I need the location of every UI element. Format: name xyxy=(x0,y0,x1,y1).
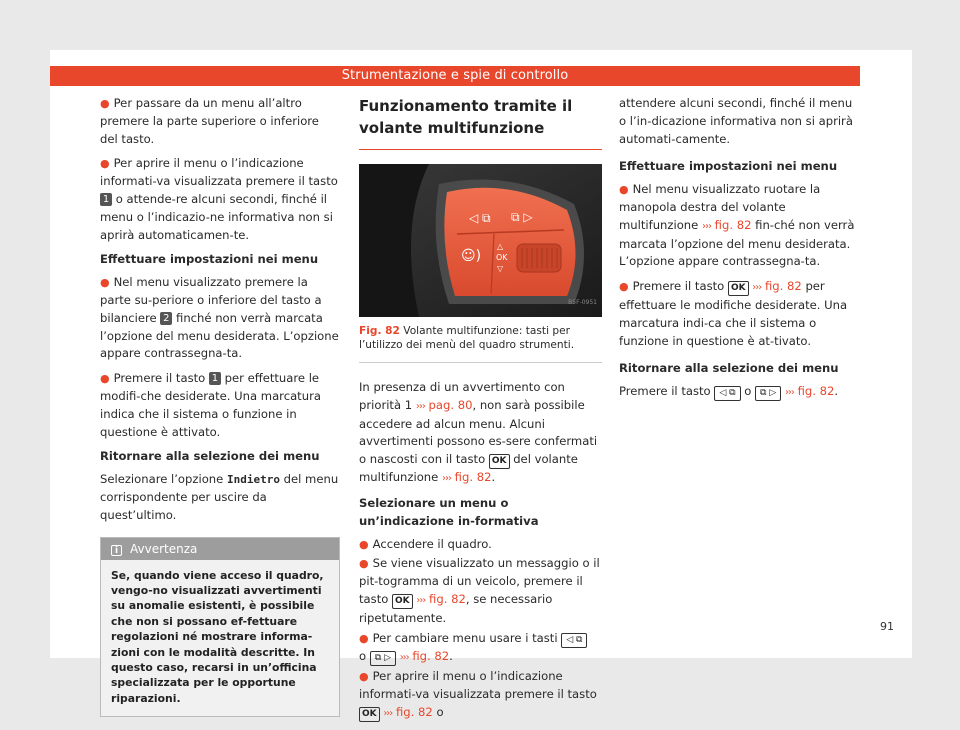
list-item xyxy=(359,555,602,627)
ok-key-icon: OK xyxy=(359,707,380,722)
chevron-icon: ››› xyxy=(784,387,794,399)
bullet-text: fin-ché non verrà marcata l’opzione del menu desiderata. L’opzione appare contrassegna-ta. xyxy=(619,217,855,269)
subheading: Effettuare impostazioni nei menu xyxy=(100,252,319,267)
ok-key-icon: OK xyxy=(489,454,510,469)
paragraph-text: In presenza di un avvertimento con priorità 1 xyxy=(359,380,565,412)
subheading: Ritornare alla selezione dei menu xyxy=(619,361,839,376)
figure-link[interactable]: fig. 82 xyxy=(714,217,752,232)
bullet-icon: ● xyxy=(100,276,110,290)
back-key-icon: ◁ ⧉ xyxy=(714,386,740,401)
list-item xyxy=(100,274,340,363)
paragraph: In presenza di un avvertimento con priorità 1 ››› pag. 80, non sarà possibile accedere ad alcun menu. Alcuni avvertimenti possono es-sere confermati o nascosti con il tasto OK del volante multifunzione ››› fig. 82. xyxy=(359,380,598,485)
callout-number: 1 xyxy=(100,193,112,206)
note-title: Avvertenza xyxy=(130,541,198,556)
bullet-icon: ● xyxy=(100,157,110,171)
subheading: Effettuare impostazioni nei menu xyxy=(619,159,838,174)
bullet-text: o attende-re alcuni secondi, finché il menu o l’indicazio-ne informativa non si aprirà automaticamen-te. xyxy=(100,191,333,242)
svg-text:△: △ xyxy=(497,242,504,251)
info-icon: i xyxy=(111,545,122,556)
paragraph-text: o xyxy=(744,384,752,399)
figure-link[interactable]: fig. 82 xyxy=(764,279,802,294)
bullet-text: per effettuare le modifiche desiderate. Una marcatura indi-ca che il sistema o funzione in questione è at-tivato. xyxy=(619,279,848,348)
bullet-text: Nel menu visualizzato premere la parte su-periore o inferiore del tasto a bilanciere xyxy=(100,275,322,325)
list-item xyxy=(619,181,862,271)
bullet-text: finché non verrà marcata l’opzione del menu desiderata. L’opzione appare contrassegna-ta. xyxy=(100,310,339,361)
figure-link[interactable]: fig. 82 xyxy=(412,648,450,663)
section-header: Strumentazione e spie di controllo xyxy=(50,66,860,86)
bullet-text: Per aprire il menu o l’indicazione informati-va visualizzata premere il tasto xyxy=(100,156,338,189)
bullet-icon: ● xyxy=(359,537,369,551)
bullet-icon: ● xyxy=(359,631,369,645)
bullet-text: Per cambiare menu usare i tasti xyxy=(372,630,558,645)
figure-link[interactable]: fig. 82 xyxy=(396,704,433,719)
paragraph-text: Selezionare l’opzione xyxy=(100,472,224,487)
bullet-icon: ● xyxy=(100,372,110,386)
subheading: Selezionare un menu o un’indicazione in-formativa xyxy=(359,495,539,528)
chevron-icon: ››› xyxy=(441,473,451,485)
bullet-text: per effettuare le modifi-che desiderate. Una marcatura indica che il sistema o funzione in questione è attivato. xyxy=(100,371,321,439)
bullet-icon: ● xyxy=(100,97,110,110)
list-item xyxy=(359,668,602,722)
chevron-icon: ››› xyxy=(415,400,425,412)
note-box xyxy=(100,537,340,718)
ok-key-icon: OK xyxy=(728,281,749,296)
bullet-text: Per aprire il menu o l’indicazione informati-va visualizzata premere il tasto xyxy=(359,669,597,702)
bullet-text: o xyxy=(436,704,444,719)
chevron-icon: ››› xyxy=(752,282,762,294)
steering-wheel-illustration xyxy=(359,164,602,317)
section-title: Funzionamento tramite il volante multifunzione xyxy=(359,95,602,150)
paragraph-text: del volante multifunzione xyxy=(359,452,578,485)
bullet-text: , se necessario ripetutamente. xyxy=(359,591,553,625)
column-left xyxy=(100,95,340,717)
caption-text: Volante multifunzione: tasti per l’utilizzo dei menù del quadro strumenti. xyxy=(359,325,575,351)
subheading: Ritornare alla selezione dei menu xyxy=(100,449,320,464)
paragraph-text: del menu corrispondente per uscire da quest’ultimo. xyxy=(100,472,339,522)
svg-text:◁ ⧉: ◁ ⧉ xyxy=(469,211,491,225)
menu-option-code: Indietro xyxy=(226,473,280,487)
figure-link[interactable]: fig. 82 xyxy=(454,470,492,485)
ok-key-icon: OK xyxy=(392,594,413,609)
list-item xyxy=(359,536,602,554)
paragraph: attendere alcuni secondi, finché il menu o l’in-dicazione informativa non si aprirà automati-camente. xyxy=(619,96,853,146)
back-key-icon: ◁ ⧉ xyxy=(561,633,587,648)
bullet-icon: ● xyxy=(619,183,629,197)
chevron-icon: ››› xyxy=(383,707,393,719)
bullet-icon: ● xyxy=(359,557,369,571)
paragraph: Premere il tasto ◁ ⧉ o ⧉ ▷ ››› fig. 82. xyxy=(619,383,862,402)
list-item xyxy=(100,95,340,148)
steering-wheel-figure xyxy=(359,164,602,317)
chevron-icon: ››› xyxy=(399,651,409,663)
next-key-icon: ⧉ ▷ xyxy=(370,651,396,666)
bullet-text: Per passare da un menu all’altro premere la parte superiore o inferiore del tasto. xyxy=(100,96,319,146)
note-body: Se, quando viene acceso il quadro, vengo-no visualizzati avvertimenti su anomalie esistenti, è possibile che non si possano ef-fettuare regolazioni né mostrare informa-zioni con le modalità descritte. In questo caso, recarsi in un’officina specializzata per le opportune riparazioni. xyxy=(111,568,324,705)
chevron-icon: ››› xyxy=(701,220,711,232)
figure-link[interactable]: fig. 82 xyxy=(797,384,835,399)
bullet-text: o xyxy=(359,648,367,663)
list-item: ● Per cambiare menu usare i tasti ◁ ⧉ o ⧉ ▷ ››› fig. 82. xyxy=(359,630,602,667)
list-item xyxy=(100,370,340,441)
chevron-icon: ››› xyxy=(416,594,426,606)
callout-number: 2 xyxy=(160,312,172,325)
figure-link[interactable]: fig. 82 xyxy=(429,591,466,606)
bullet-icon: ● xyxy=(359,670,369,684)
column-middle xyxy=(359,95,602,730)
svg-text:OK: OK xyxy=(496,253,508,262)
figure-caption xyxy=(359,324,602,363)
svg-text:☺): ☺) xyxy=(461,248,482,264)
bullet-text: Se viene visualizzato un messaggio o il pit-togramma di un veicolo, premere il tasto xyxy=(359,556,600,606)
note-header xyxy=(101,538,339,560)
column-right xyxy=(619,95,862,409)
page-number: 91 xyxy=(880,620,894,633)
page-link[interactable]: pag. 80 xyxy=(428,397,473,412)
bullet-text: Nel menu visualizzato ruotare la manopola destra del volante multifunzione xyxy=(619,182,821,232)
bullet-text: Accendere il quadro. xyxy=(372,536,492,551)
callout-number: 1 xyxy=(209,372,221,385)
svg-text:▽: ▽ xyxy=(497,264,504,273)
caption-label: Fig. 82 xyxy=(359,325,400,337)
bullet-text: Premere il tasto xyxy=(632,279,725,294)
next-key-icon: ⧉ ▷ xyxy=(755,386,781,401)
paragraph-text: Premere il tasto xyxy=(619,384,711,399)
list-item xyxy=(619,278,862,350)
paragraph xyxy=(100,471,340,524)
paragraph-text: , non sarà possibile accedere ad alcun menu. Alcuni avvertimenti possono es-sere confermati o nascosti con il tasto xyxy=(359,397,598,467)
svg-text:⧉ ▷: ⧉ ▷ xyxy=(511,210,533,224)
list-item xyxy=(100,155,340,244)
bullet-icon: ● xyxy=(619,280,629,294)
figure-code: B5F-0951 xyxy=(568,299,597,307)
bullet-text: Premere il tasto xyxy=(113,371,206,386)
